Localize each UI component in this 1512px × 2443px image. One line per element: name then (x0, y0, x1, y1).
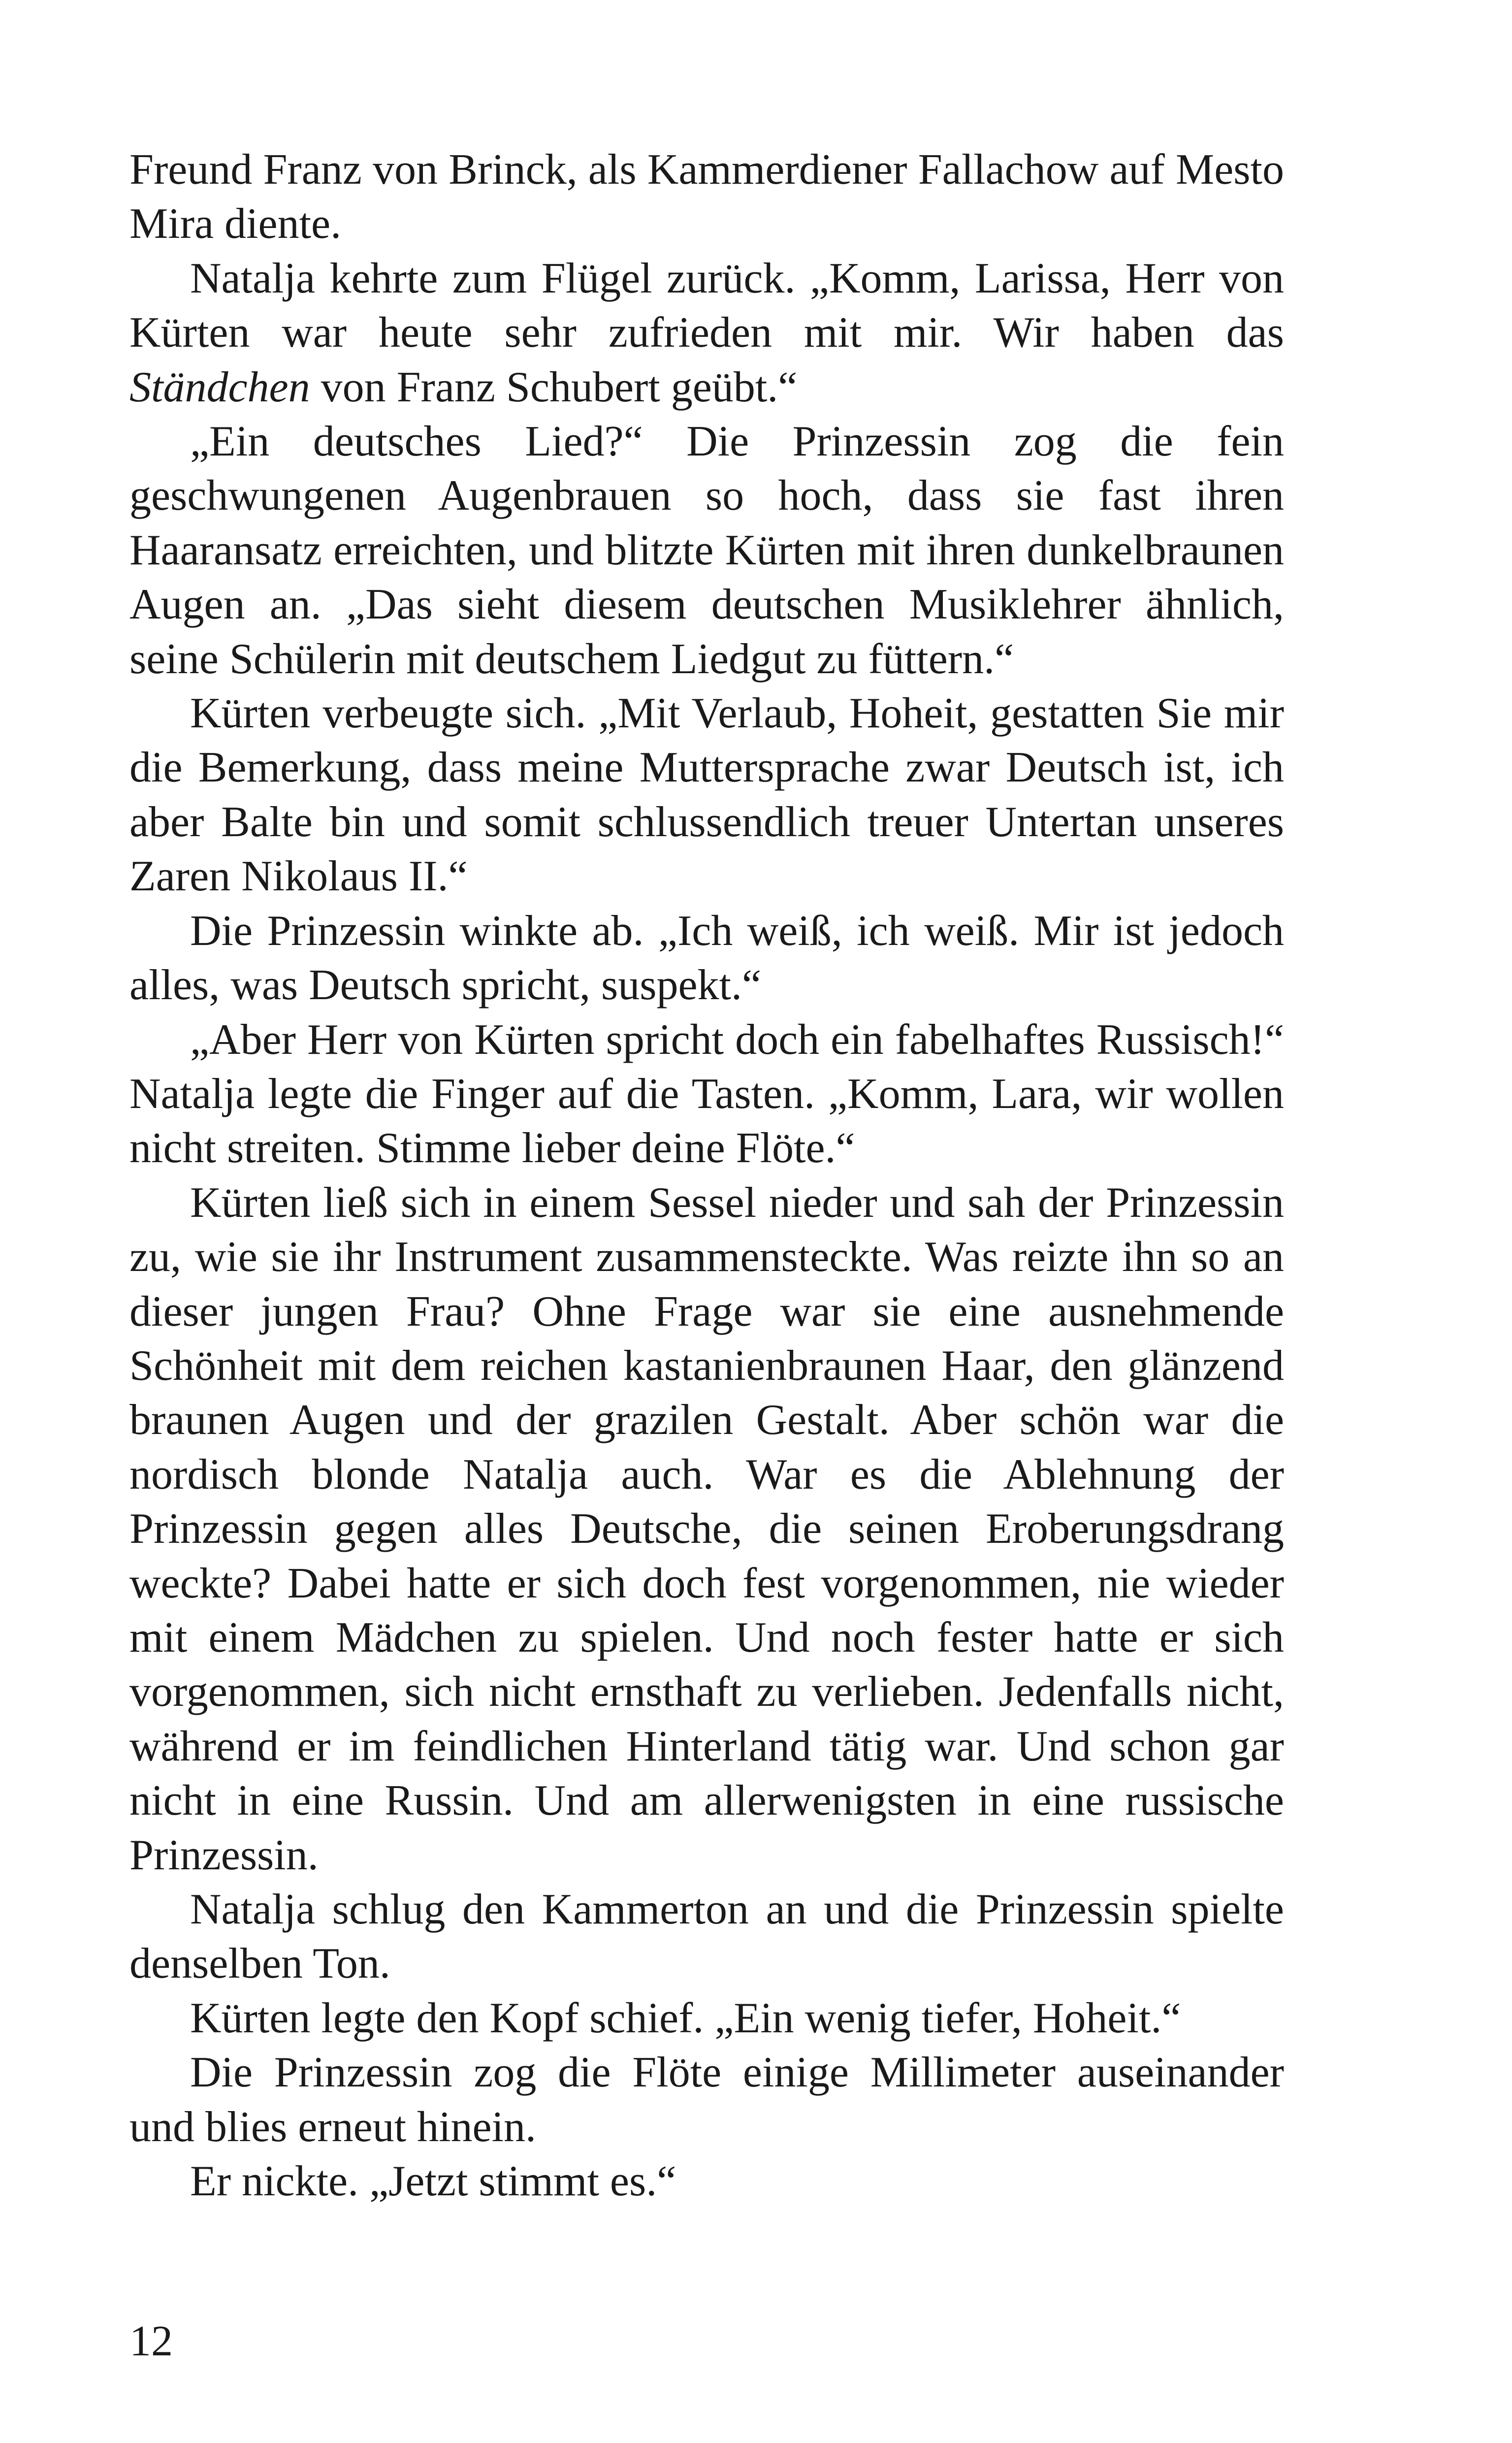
text-run: von Franz Schubert geübt.“ (310, 363, 798, 411)
page-number: 12 (129, 2317, 173, 2365)
paragraph: Kürten ließ sich in einem Sessel nieder und sah der Prinzessin zu, wie sie ihr Instrument zusammensteckte. Was reizte ihn so an dieser jungen Frau? Ohne Frage war sie eine ausnehmende Schönheit mit dem reichen kastanienbraunen Haar, den glänzend braunen Augen und der grazilen Gestalt. Aber schön war die nordisch blonde Natalja auch. War es die Ablehnung der Prinzessin gegen alles Deutsche, die seinen Eroberungsdrang weckte? Dabei hatte er sich doch fest vorgenommen, nie wieder mit einem Mädchen zu spielen. Und noch fester hatte er sich vorgenommen, sich nicht ernsthaft zu verlieben. Jedenfalls nicht, während er im feindlichen Hinterland tätig war. Und schon gar nicht in eine Russin. Und am allerwenigsten in eine russische Prinzessin. (129, 1178, 1284, 1879)
paragraph: Er nickte. „Jetzt stimmt es.“ (190, 2157, 676, 2206)
paragraph: „Aber Herr von Kürten spricht doch ein fabelhaftes Russisch!“ Natalja legte die Finger auf die Tasten. „Komm, Lara, wir wollen nicht streiten. Stimme lieber deine Flöte.“ (129, 1015, 1284, 1173)
paragraph: Kürten verbeugte sich. „Mit Verlaub, Hoheit, gestatten Sie mir die Bemerkung, dass meine Muttersprache zwar Deutsch ist, ich aber Balte bin und somit schlussendlich treuer Untertan unseres Zaren Nikolaus II.“ (129, 689, 1284, 901)
paragraph: Die Prinzessin winkte ab. „Ich weiß, ich weiß. Mir ist jedoch alles, was Deutsch spricht, suspekt.“ (129, 907, 1284, 1010)
paragraph: Natalja schlug den Kammerton an und die Prinzessin spielte denselben Ton. (129, 1886, 1284, 1988)
paragraph (129, 252, 1284, 415)
paragraph: Kürten legte den Kopf schief. „Ein wenig tiefer, Hoheit.“ (190, 1994, 1181, 2042)
song-title: Ständchen (129, 363, 310, 411)
body-text (129, 143, 1284, 2209)
paragraph: Die Prinzessin zog die Flöte einige Millimeter auseinander und blies erneut hinein. (129, 2049, 1284, 2151)
paragraph: „Ein deutsches Lied?“ Die Prinzessin zog die fein geschwungenen Augenbrauen so hoch, dass sie fast ihren Haaransatz erreichten, und blitzte Kürten mit ihren dunkelbraunen Augen an. „Das sieht diesem deutschen Musiklehrer ähnlich, seine Schülerin mit deutschem Liedgut zu füttern.“ (129, 418, 1284, 683)
paragraph: Freund Franz von Brinck, als Kammerdiener Fallachow auf Mesto Mira diente. (129, 146, 1284, 248)
text-run: Natalja kehrte zum Flügel zurück. „Komm, Larissa, Herr von Kürten war heute sehr zufrieden mit mir. Wir haben das (129, 254, 1284, 357)
